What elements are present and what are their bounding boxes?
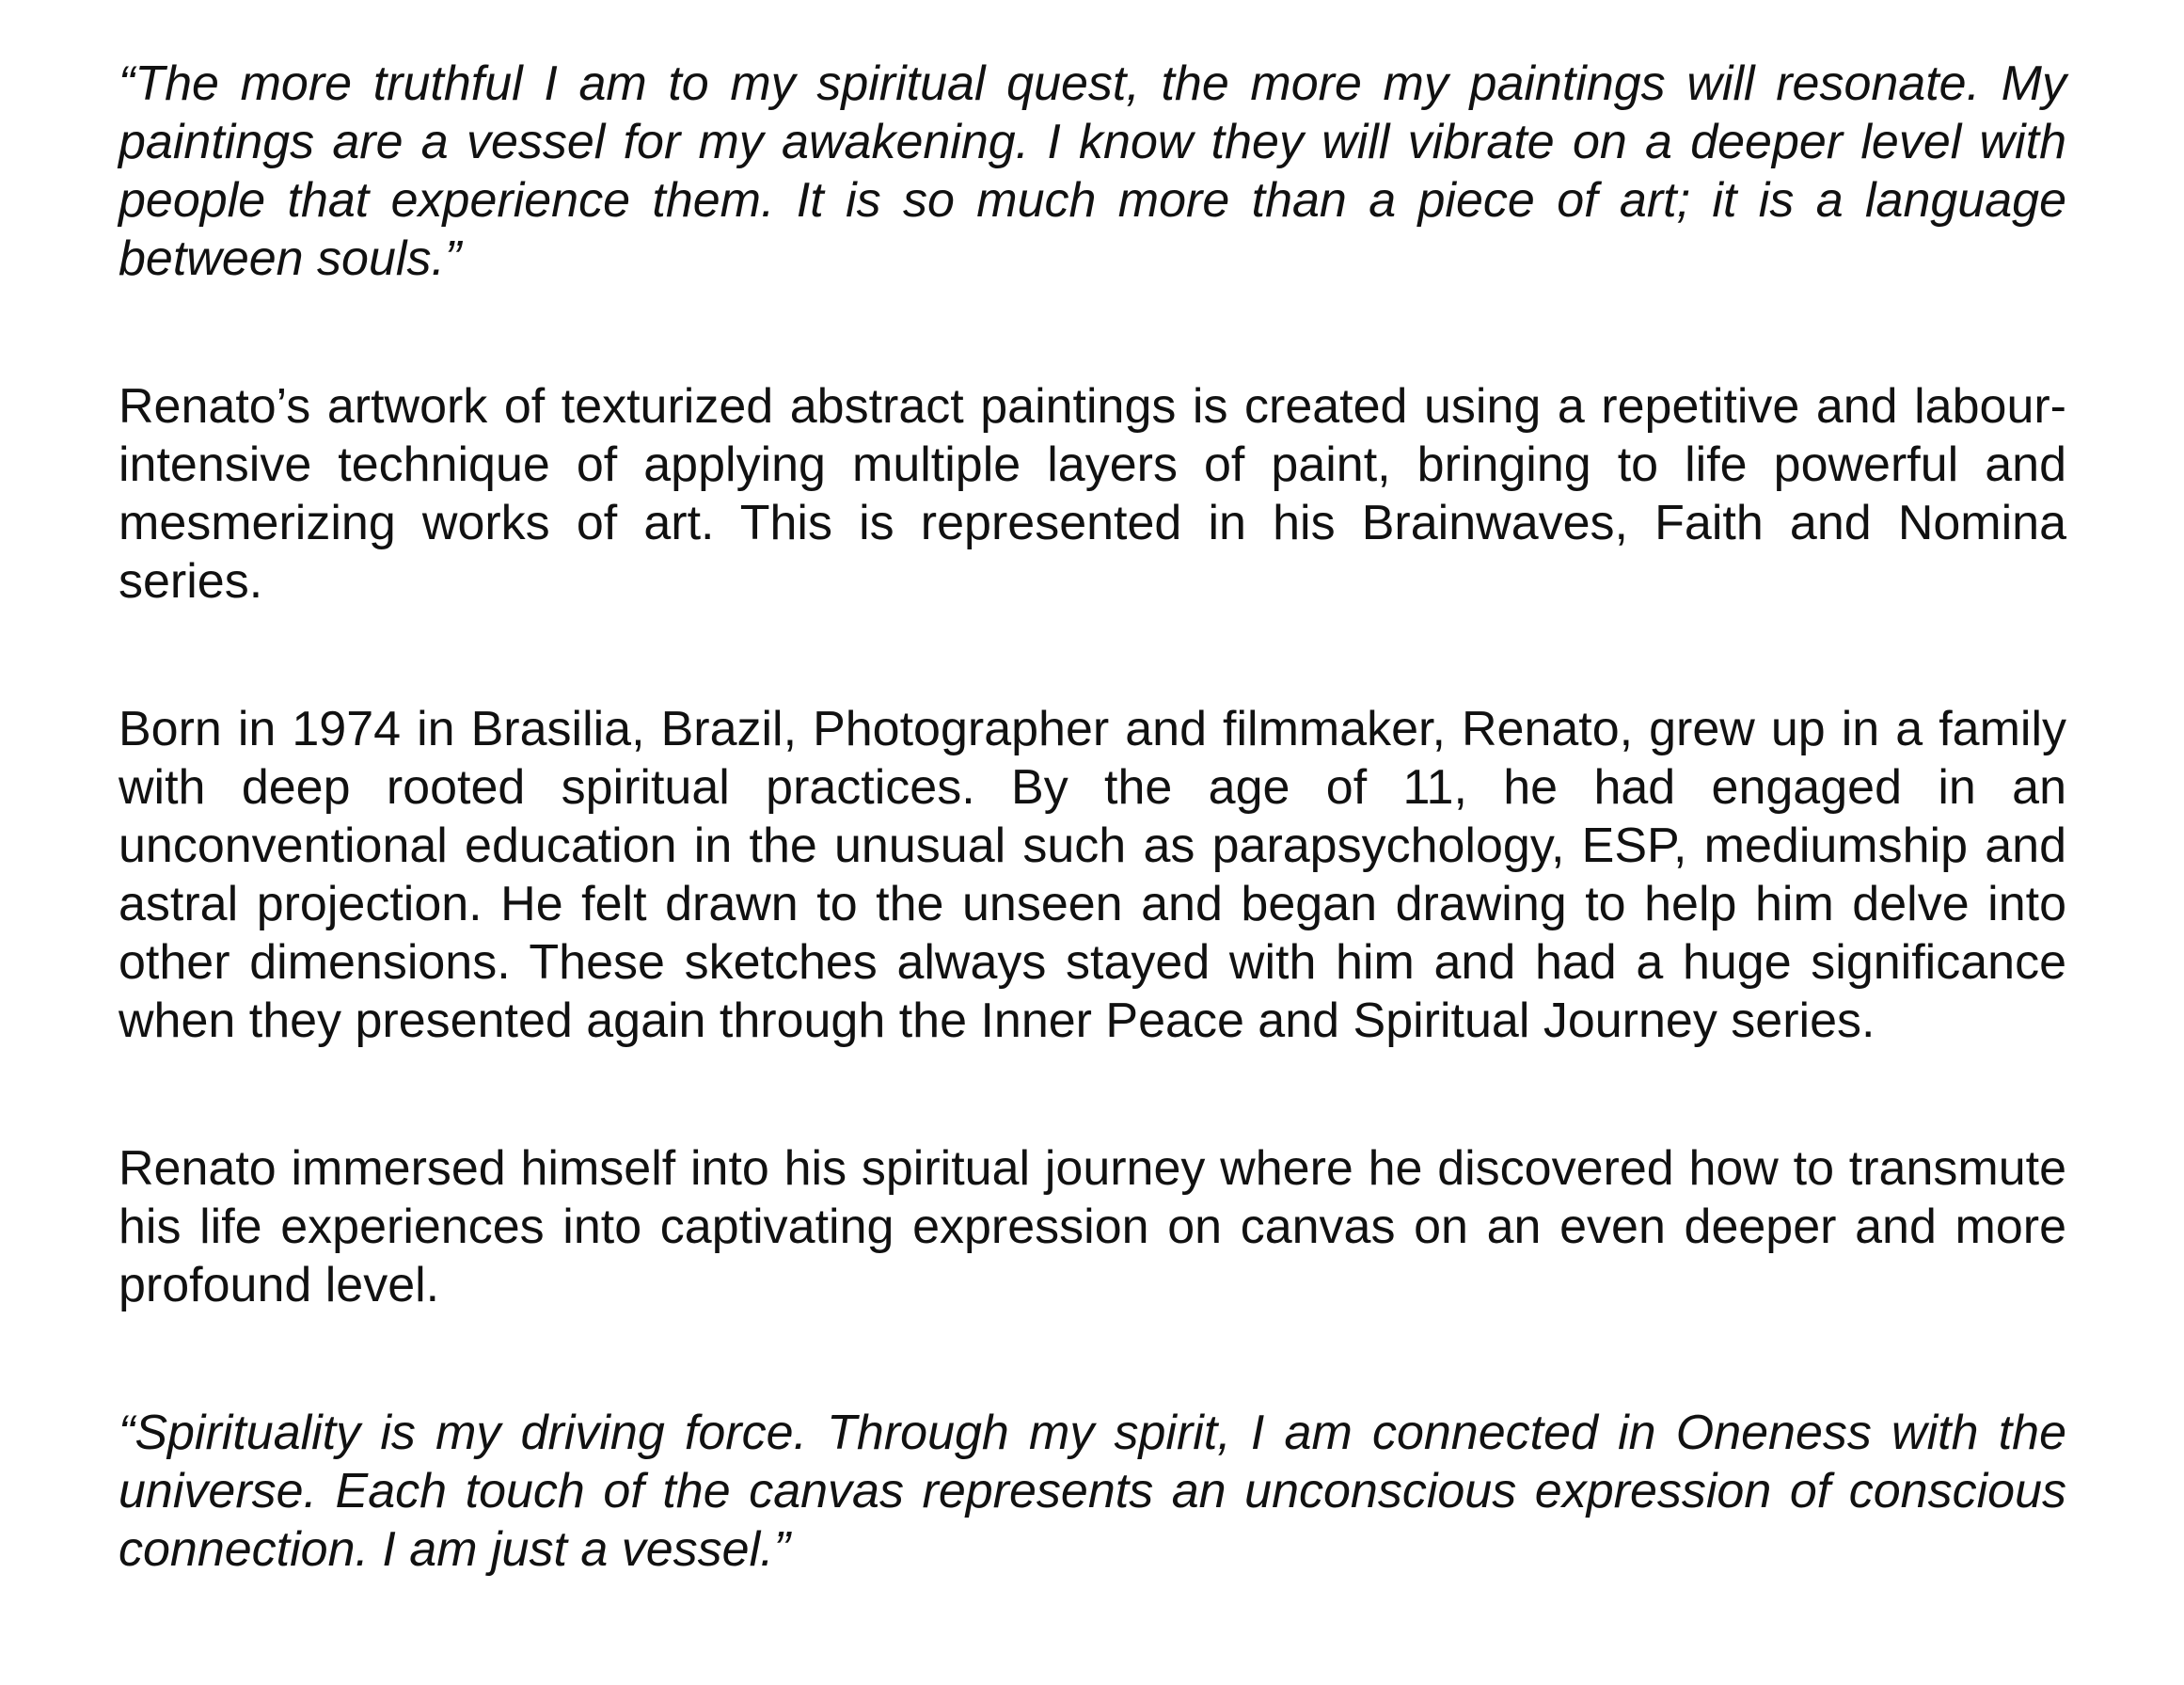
journey-paragraph: Renato immersed himself into his spiritual journey where he discovered how to transmute his life experiences into captivating expression on canvas on an even deeper and more profound level. bbox=[119, 1141, 2066, 1312]
technique-paragraph: Renato’s artwork of texturized abstract paintings is created using a repetitive and labour-intensive technique of applying multiple layers of paint, bringing to life powerful and mesmerizing works of art. This is represented in his Brainwaves, Faith and Nomina series. bbox=[119, 379, 2066, 609]
biography-paragraph: Born in 1974 in Brasilia, Brazil, Photographer and filmmaker, Renato, grew up in a family with deep rooted spiritual practices. By the age of 11, he had engaged in an unconventional education in the unusual such as parapsychology, ESP, mediumship and astral projection. He felt drawn to the unseen and began drawing to help him delve into other dimensions. These sketches always stayed with him and had a huge significance when they presented again through the Inner Peace and Spiritual Journey series. bbox=[119, 702, 2066, 1048]
opening-quote: “The more truthful I am to my spiritual quest, the more my paintings will resonate. My paintings are a vessel for my awakening. I know they will vibrate on a deeper level with people that experience them. It is so much more than a piece of art; it is a language between souls.” bbox=[119, 56, 2066, 286]
document-body bbox=[119, 55, 2066, 1579]
closing-quote: “Spirituality is my driving force. Through my spirit, I am connected in Oneness with the universe. Each touch of the canvas represents an unconscious expression of conscious connection. I am just a vessel.” bbox=[119, 1406, 2066, 1577]
